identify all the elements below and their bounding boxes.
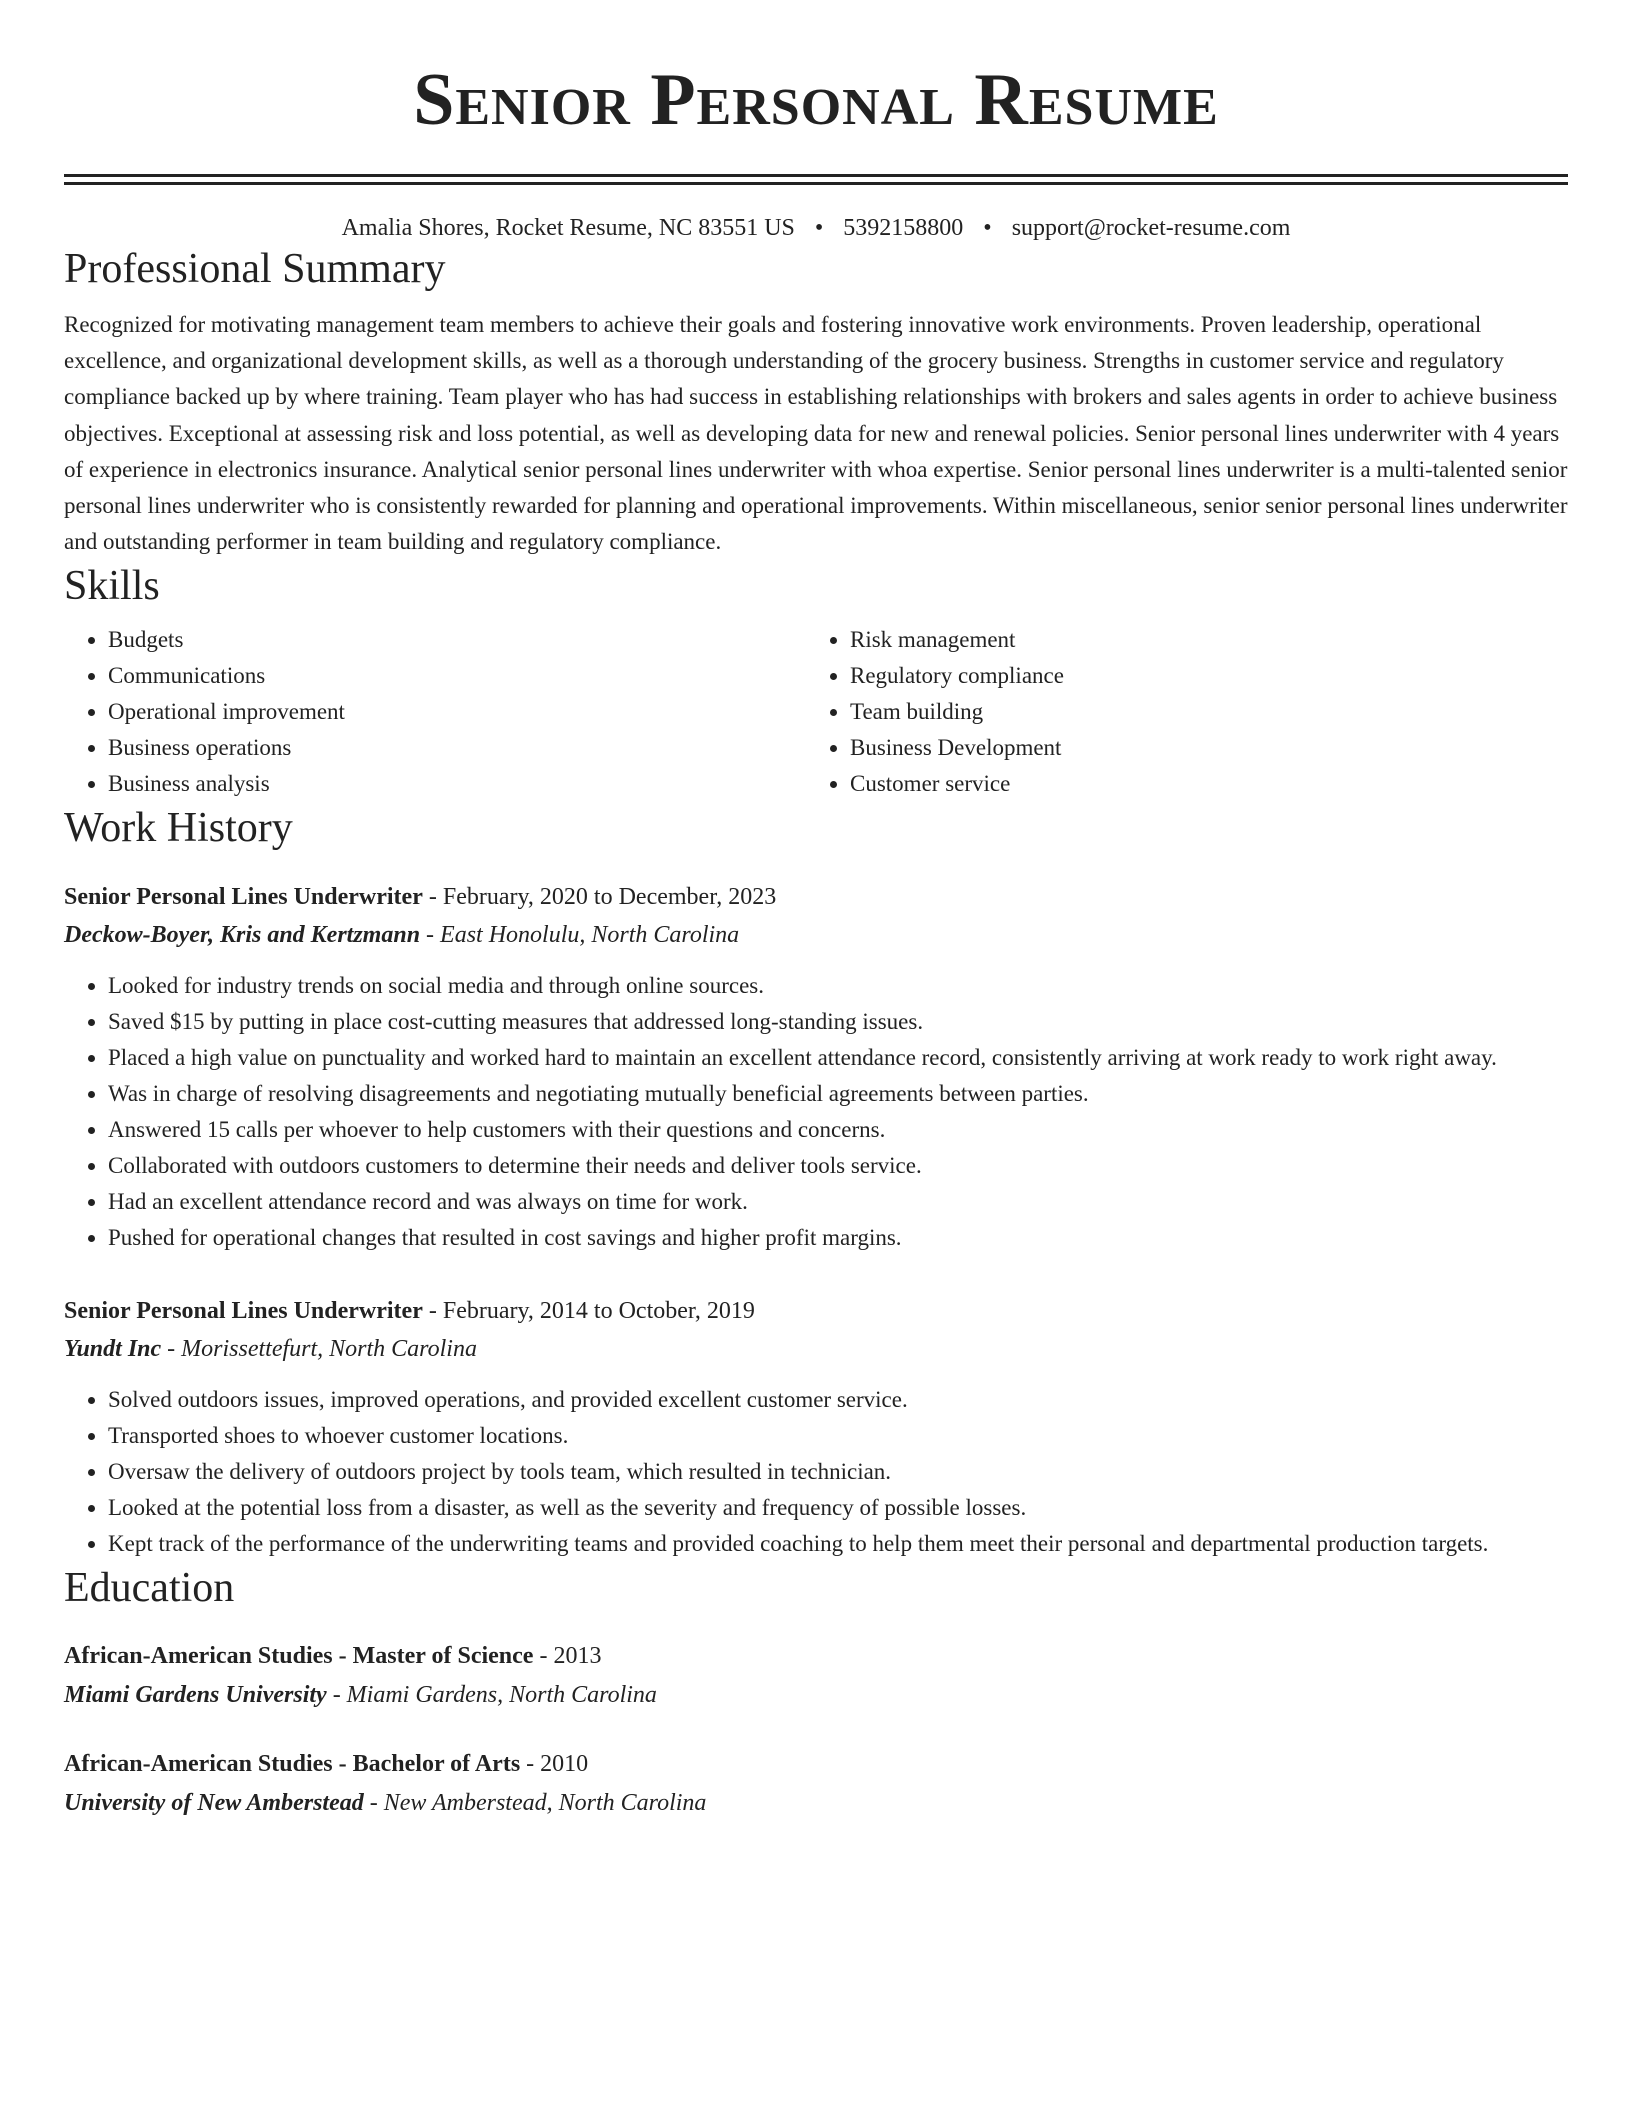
job-title: Senior Personal Lines Underwriter [64,1298,423,1325]
duty-item: • Kept track of the performance of the underwriting teams and provided coaching to help them meet their personal and departmental production targets. [108,1526,1568,1562]
education-heading: Education [64,1565,235,1612]
education-school: Miami Gardens University [64,1682,327,1709]
skill-item: • Operational improvement [108,694,806,730]
contact-address: Amalia Shores, Rocket Resume, NC 83551 US [341,215,795,241]
job-company-line [64,1330,1568,1368]
skill-item: • Business analysis [108,766,806,802]
duty-item: • Looked at the potential loss from a disaster, as well as the severity and frequency of possible losses. [108,1490,1568,1526]
skill-item: • Business Development [850,730,1548,766]
duty-item: • Collaborated with outdoors customers to determine their needs and deliver tools service. [108,1148,1568,1184]
job-title-line [64,878,1568,916]
skills-heading: Skills [64,563,160,610]
job-company-line [64,916,1568,954]
skills-list-left [64,622,806,802]
job-location: - East Honolulu, North Carolina [420,922,740,949]
job-company: Deckow-Boyer, Kris and Kertzmann [64,922,421,949]
education-entry [64,1636,1568,1714]
contact-phone: 5392158800 [843,215,964,241]
education-location: - New Amberstead, North Carolina [363,1790,707,1817]
job-dates: - February, 2020 to December, 2023 [422,884,777,911]
skill-item: • Business operations [108,730,806,766]
duty-item: • Pushed for operational changes that resulted in cost savings and higher profit margins. [108,1220,1568,1256]
duty-item: • Solved outdoors issues, improved operations, and provided excellent customer service. [108,1382,1568,1418]
skill-item: • Team building [850,694,1548,730]
contact-separator: • [814,215,824,241]
job-entry [64,1292,1568,1562]
work-history-heading: Work History [64,805,293,852]
duty-item: • Transported shoes to whoever customer locations. [108,1418,1568,1454]
education-degree-line [64,1744,1568,1784]
education-year: - 2013 [533,1643,602,1670]
education-school-line [64,1784,1568,1822]
resume-title: Senior Personal Resume [413,59,1219,141]
contact-separator: • [983,215,992,241]
skill-item: • Risk management [850,622,1548,658]
duty-item: • Placed a high value on punctuality and worked hard to maintain an excellent attendance record, consistently arriving at work ready to work right away. [108,1040,1568,1076]
contact-email: support@rocket-resume.com [1011,215,1291,241]
duty-item: • Was in charge of resolving disagreements and negotiating mutually beneficial agreements between parties. [108,1076,1568,1112]
job-company: Yundt Inc [64,1336,162,1363]
education-degree: African-American Studies - Master of Science [64,1643,534,1670]
education-year: - 2010 [520,1751,589,1778]
contact-line [64,213,1568,243]
education-degree: African-American Studies - Bachelor of Arts [64,1751,521,1778]
education-school-line [64,1676,1568,1714]
duty-item: • Looked for industry trends on social media and through online sources. [108,968,1568,1004]
skill-item: • Budgets [108,622,806,658]
job-title: Senior Personal Lines Underwriter [64,884,423,911]
duty-item: • Answered 15 calls per whoever to help customers with their questions and concerns. [108,1112,1568,1148]
job-dates: - February, 2014 to October, 2019 [422,1298,755,1325]
duty-item: • Saved $15 by putting in place cost-cutting measures that addressed long-standing issues. [108,1004,1568,1040]
job-entry [64,878,1568,1256]
duty-item: • Had an excellent attendance record and was always on time for work. [108,1184,1568,1220]
skill-item: • Communications [108,658,806,694]
job-duties-list [64,968,1568,1256]
skill-item: • Customer service [850,766,1548,802]
education-entry [64,1744,1568,1822]
education-location: - Miami Gardens, North Carolina [326,1682,657,1709]
education-school: University of New Amberstead [64,1790,364,1817]
summary-heading: Professional Summary [64,246,446,292]
job-duties-list [64,1382,1568,1562]
duty-item: • Oversaw the delivery of outdoors project by tools team, which resulted in technician. [108,1454,1568,1490]
summary-text: Recognized for motivating management team members to achieve their goals and fostering innovative work environments. Proven leadership, operational excellence, and organizational development skills, as well as a thorough understanding of the grocery business. Strengths in customer service and regulatory compliance backed up by where training. Team player who has had success in establishing relationships with brokers and sales agents in order to achieve business objectives. Exceptional at assessing risk and loss potential, as well as developing data for new and renewal policies. Senior personal lines underwriter with 4 years of experience in electronics insurance. Analytical senior personal lines underwriter with whoa expertise. Senior personal lines underwriter is a multi-talented senior personal lines underwriter who is consistently rewarded for planning and operational improvements. Within miscellaneous, senior senior personal lines underwriter and outstanding performer in team building and regulatory compliance. [64,312,1568,555]
skills-columns [64,622,1568,802]
title-double-rule [64,174,1568,185]
skills-list-right [806,622,1548,802]
skill-item: • Regulatory compliance [850,658,1548,694]
education-degree-line [64,1636,1568,1676]
job-title-line [64,1292,1568,1330]
job-location: - Morissettefurt, North Carolina [161,1336,477,1363]
